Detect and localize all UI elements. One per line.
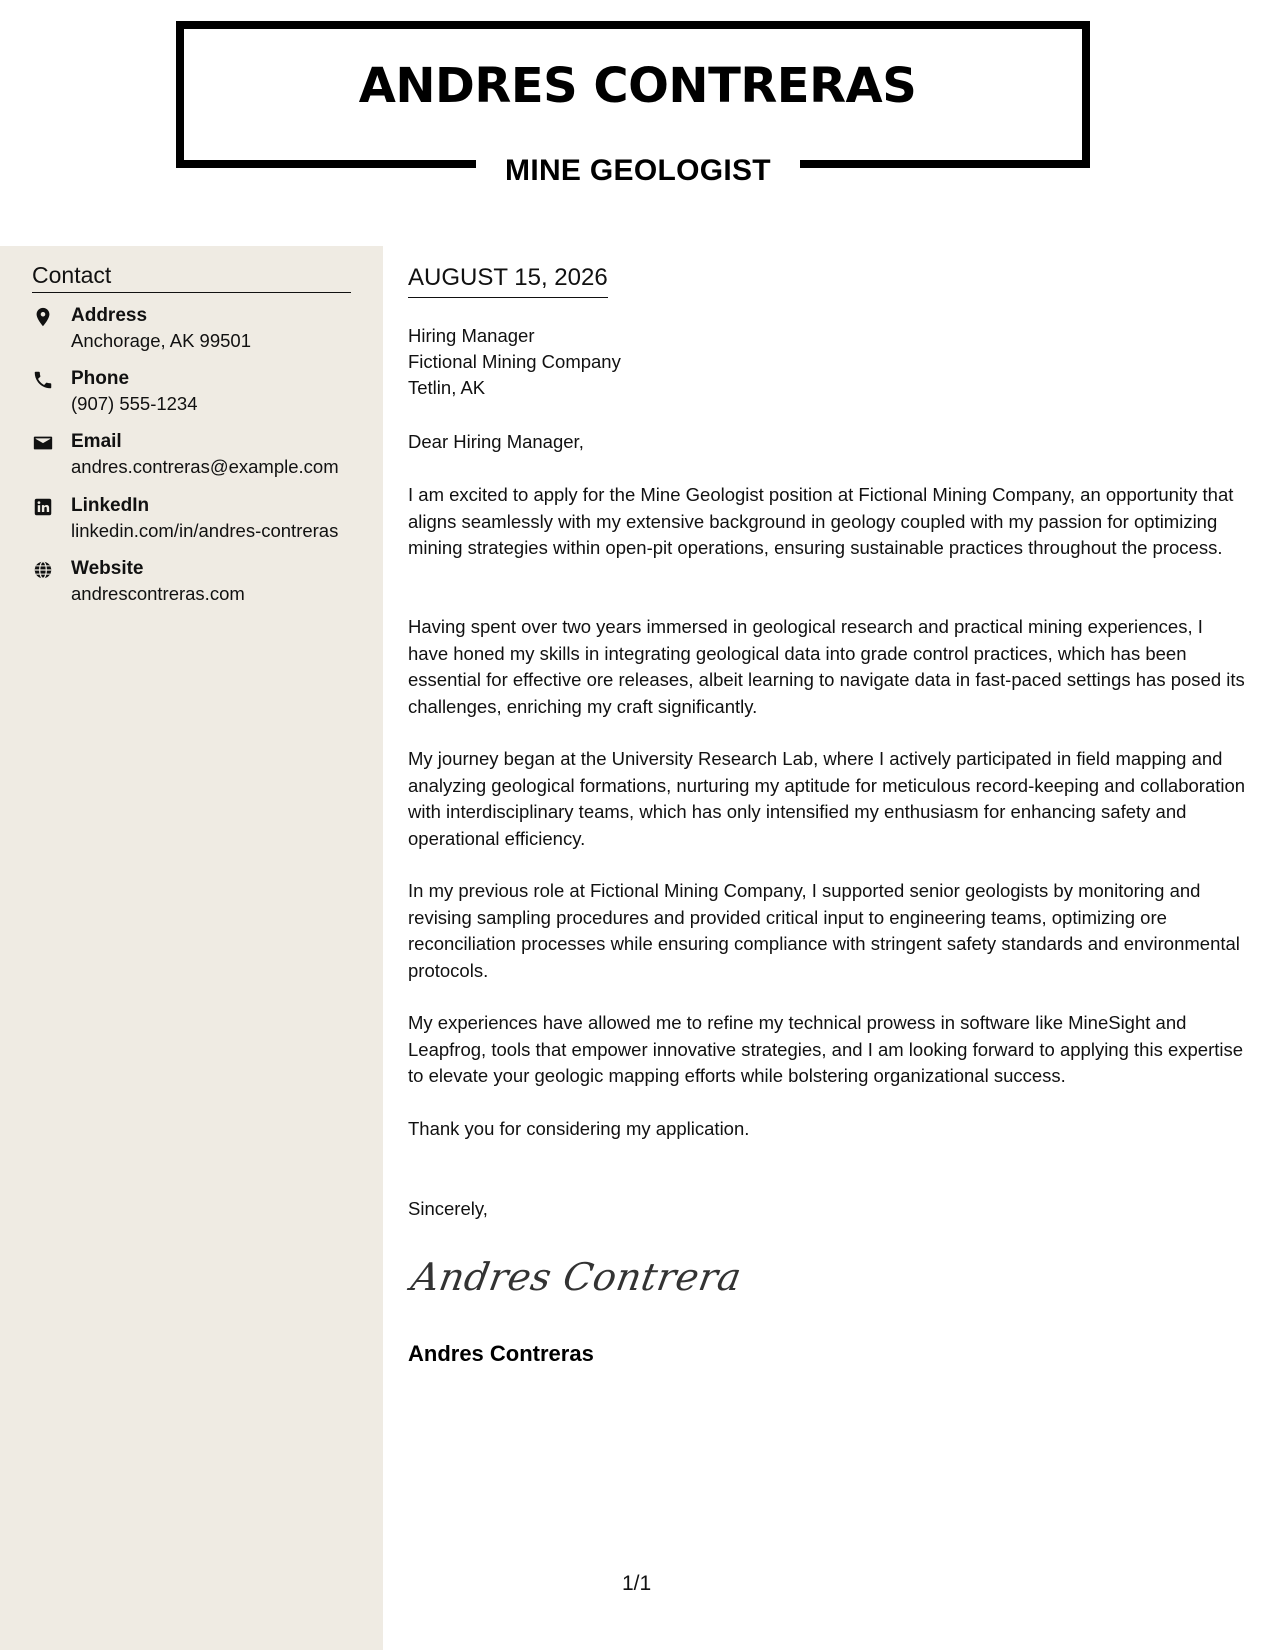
map-pin-icon: [32, 306, 54, 328]
contact-value-linkedin[interactable]: linkedin.com/in/andres-contreras: [71, 520, 339, 541]
paragraph-4: In my previous role at Fictional Mining Company, I supported senior geologists by monitoring and revising sampling procedures and provided critical input to engineering teams, optimizing ore reconciliation processes while ensuring compliance with stringent safety standards and environmental protocols.: [408, 880, 1240, 981]
paragraph-5: My experiences have allowed me to refine my technical prowess in software like MineSight and Leapfrog, tools that empower innovative strategies, and I am looking forward to applying this expertise to elevate your geologic mapping efforts while bolstering organizational success.: [408, 1012, 1244, 1086]
contact-value-website[interactable]: andrescontreras.com: [71, 583, 245, 604]
job-title-wrapper: [476, 148, 800, 198]
contact-value-email[interactable]: andres.contreras@example.com: [71, 456, 339, 477]
email-icon: [32, 432, 54, 454]
linkedin-icon: [32, 496, 54, 518]
paragraph-1: I am excited to apply for the Mine Geologist position at Fictional Mining Company, an opportunity that aligns seamlessly with my extensive background in geology coupled with my passion for optimizing mining strategies within open-pit operations, ensuring sustainable practices throughout the process.: [408, 484, 1234, 558]
resume-header: [0, 0, 1275, 240]
handwritten-signature: Andres Contrera: [408, 1255, 745, 1299]
paragraph-2: Having spent over two years immersed in geological research and practical mining experiences, I have honed my skills in integrating geological data into grade control practices, which has been essential for effective ore releases, albeit learning to navigate data in fast-paced settings has posed its challenges, enriching my craft significantly.: [408, 616, 1245, 717]
closing: Sincerely,: [408, 1198, 488, 1219]
contact-label-email: Email: [71, 431, 122, 452]
recipient-title: Hiring Manager: [408, 325, 535, 346]
recipient-block: [408, 323, 621, 401]
globe-icon: [32, 559, 54, 581]
recipient-location: Tetlin, AK: [408, 377, 486, 398]
job-title: MINE GEOLOGIST: [505, 154, 771, 187]
contact-label-linkedin: LinkedIn: [71, 495, 150, 516]
thank-you-line: Thank you for considering my application.: [408, 1118, 750, 1139]
contact-value-address: Anchorage, AK 99501: [71, 330, 252, 351]
page-number: 1/1: [622, 1572, 652, 1595]
contact-label-address: Address: [71, 305, 148, 326]
salutation: Dear Hiring Manager,: [408, 431, 584, 452]
paragraph-3: My journey began at the University Research Lab, where I actively participated in field mapping and analyzing geological formations, nurturing my aptitude for meticulous record-keeping and collaboration with interdisciplinary teams, which has only intensified my enthusiasm for enhancing safety and operational efficiency.: [408, 748, 1246, 849]
recipient-company: Fictional Mining Company: [408, 351, 621, 372]
contact-value-phone: (907) 555-1234: [71, 393, 198, 414]
contact-label-phone: Phone: [71, 368, 130, 389]
phone-icon: [32, 369, 54, 391]
applicant-name: ANDRES CONTRERAS: [358, 58, 917, 114]
signer-name: Andres Contreras: [408, 1341, 594, 1366]
contact-label-website: Website: [71, 558, 144, 579]
letter-date: AUGUST 15, 2026: [408, 264, 608, 298]
contact-heading: Contact: [32, 262, 351, 293]
